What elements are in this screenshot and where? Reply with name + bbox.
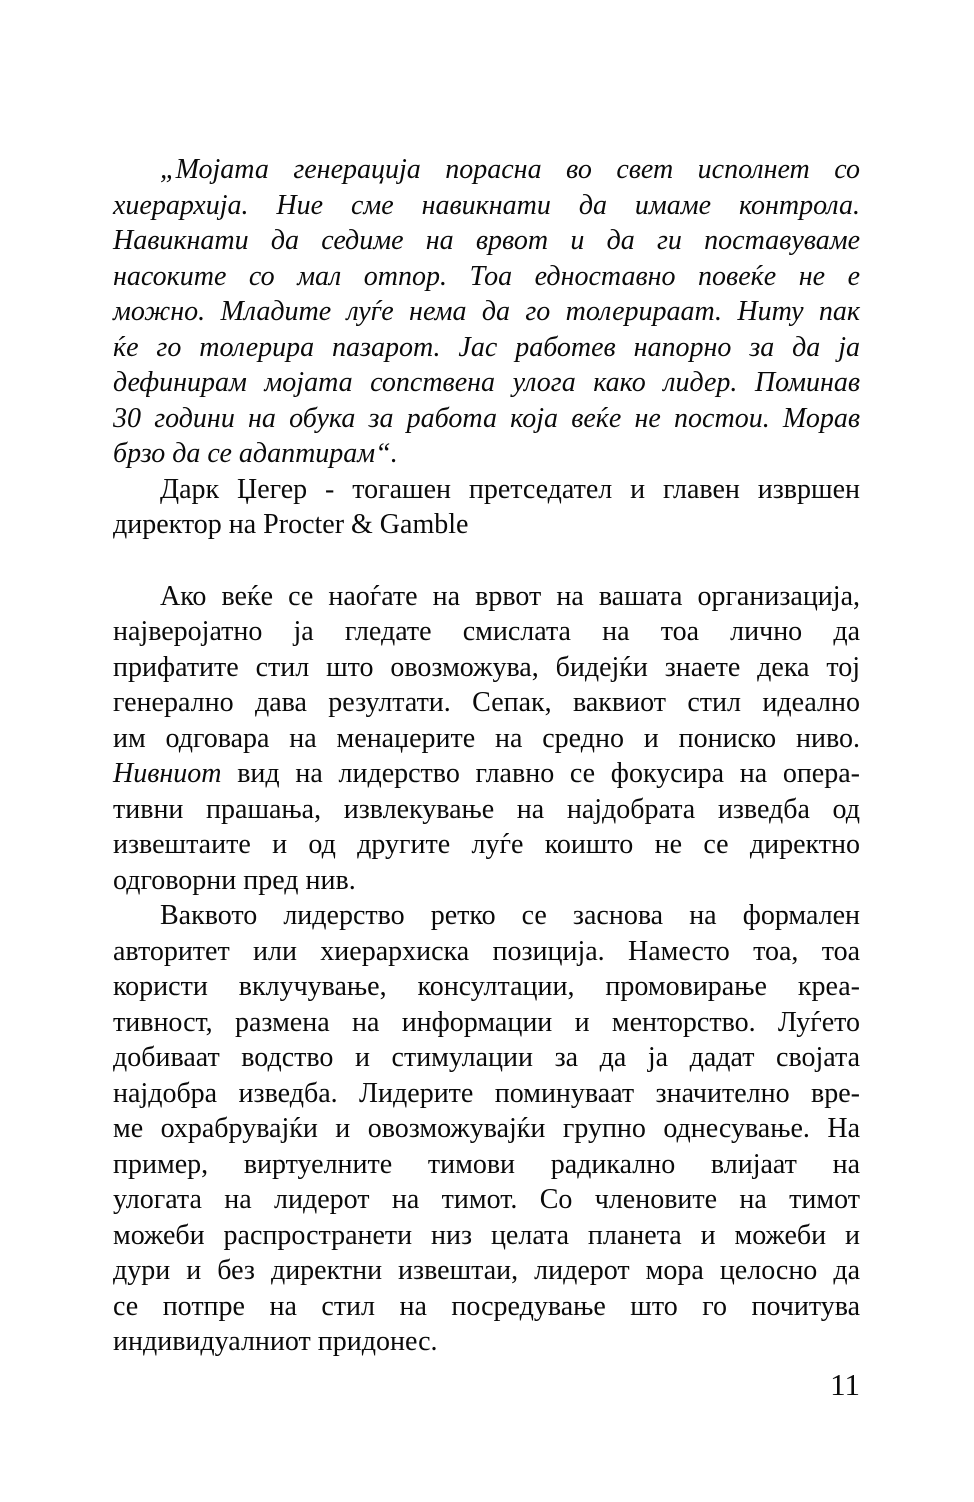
body-paragraph-2	[113, 898, 860, 1360]
text-line: Ваквото лидерство ретко се заснова на формален	[160, 900, 860, 931]
text-line: „Мојата генерација порасна во свет исполнет со	[160, 154, 860, 185]
body-paragraph-1	[113, 579, 860, 899]
text-line: можно. Младите луѓе нема да го толерираат. Ниту пак	[113, 296, 860, 327]
text-line: одговорни пред нив.	[113, 864, 356, 896]
quote-attribution	[113, 472, 860, 543]
emphasized-word: Нивниот	[113, 758, 222, 789]
text-line: добиваат водство и стимулации за да ја дадат својата	[113, 1042, 860, 1073]
text-line: генерално дава резултати. Сепак, ваквиот стил идеално	[113, 687, 860, 718]
text-line: ме охрабрувајќи и овозможувајќи групно однесување. На	[113, 1113, 860, 1144]
text-line: 30 години на обука за работа која веќе не постои. Морав	[113, 402, 860, 434]
text-line: хиерархија. Ние сме навикнати да имаме контрола.	[113, 189, 860, 221]
text-line: Дарк Џегер - тогашен претседател и главен извршен	[160, 473, 860, 505]
text-line: пример, виртуелните тимови радикално влијаат на	[113, 1148, 860, 1180]
text-line: можеби распространети низ целата планета и можеби и	[113, 1219, 860, 1251]
text-line: Нивниот вид на лидерство главно се фокусира на опера-	[113, 758, 860, 789]
text-line: најдобра изведба. Лидерите поминуваат значително вре-	[113, 1077, 860, 1109]
text-line: тивни прашања, извлекување на најдобрата изведба од	[113, 793, 860, 825]
text-line: директор на Procter & Gamble	[113, 509, 469, 540]
text-line: прифатите стил што овозможува, бидејќи знаете дека тој	[113, 651, 860, 683]
text-line: дефинирам мојата сопствена улога како лидер. Поминав	[113, 367, 860, 398]
quote-paragraph	[113, 152, 860, 472]
text-line: извештаите и од другите луѓе коишто не се директно	[113, 829, 860, 860]
text-line: Ако веќе се наоѓате на врвот на вашата организација,	[160, 580, 860, 612]
text-line: авторитет или хиерархиска позиција. Наместо тоа, тоа	[113, 935, 860, 967]
text-line: се потпре на стил на посредување што го почитува	[113, 1290, 860, 1322]
text-line: најверојатно ја гледате смислата на тоа лично да	[113, 616, 860, 647]
text-line: индивидуалниот придонес.	[113, 1326, 438, 1357]
page-number: 11	[830, 1367, 860, 1402]
text-block	[113, 152, 860, 1360]
text-line: улогата на лидерот на тимот. Со членовите на тимот	[113, 1184, 860, 1215]
text-line: им одговара на менаџерите на средно и пониско ниво.	[113, 722, 860, 754]
text-line: тивност, размена на информации и менторство. Луѓето	[113, 1006, 860, 1038]
text-line: брзо да се адаптирам“.	[113, 438, 398, 469]
text-line: насоките со мал отпор. Тоа едноставно повеќе не е	[113, 260, 860, 292]
text-line: Навикнати да седиме на врвот и да ги поставуваме	[113, 225, 860, 256]
text-line: користи вклучување, консултации, промовирање креа-	[113, 971, 860, 1002]
text-line: ќе го толерира пазарот. Јас работев напорно за да ја	[113, 331, 860, 363]
text-line: дури и без директни извештаи, лидерот мора целосно да	[113, 1255, 860, 1286]
